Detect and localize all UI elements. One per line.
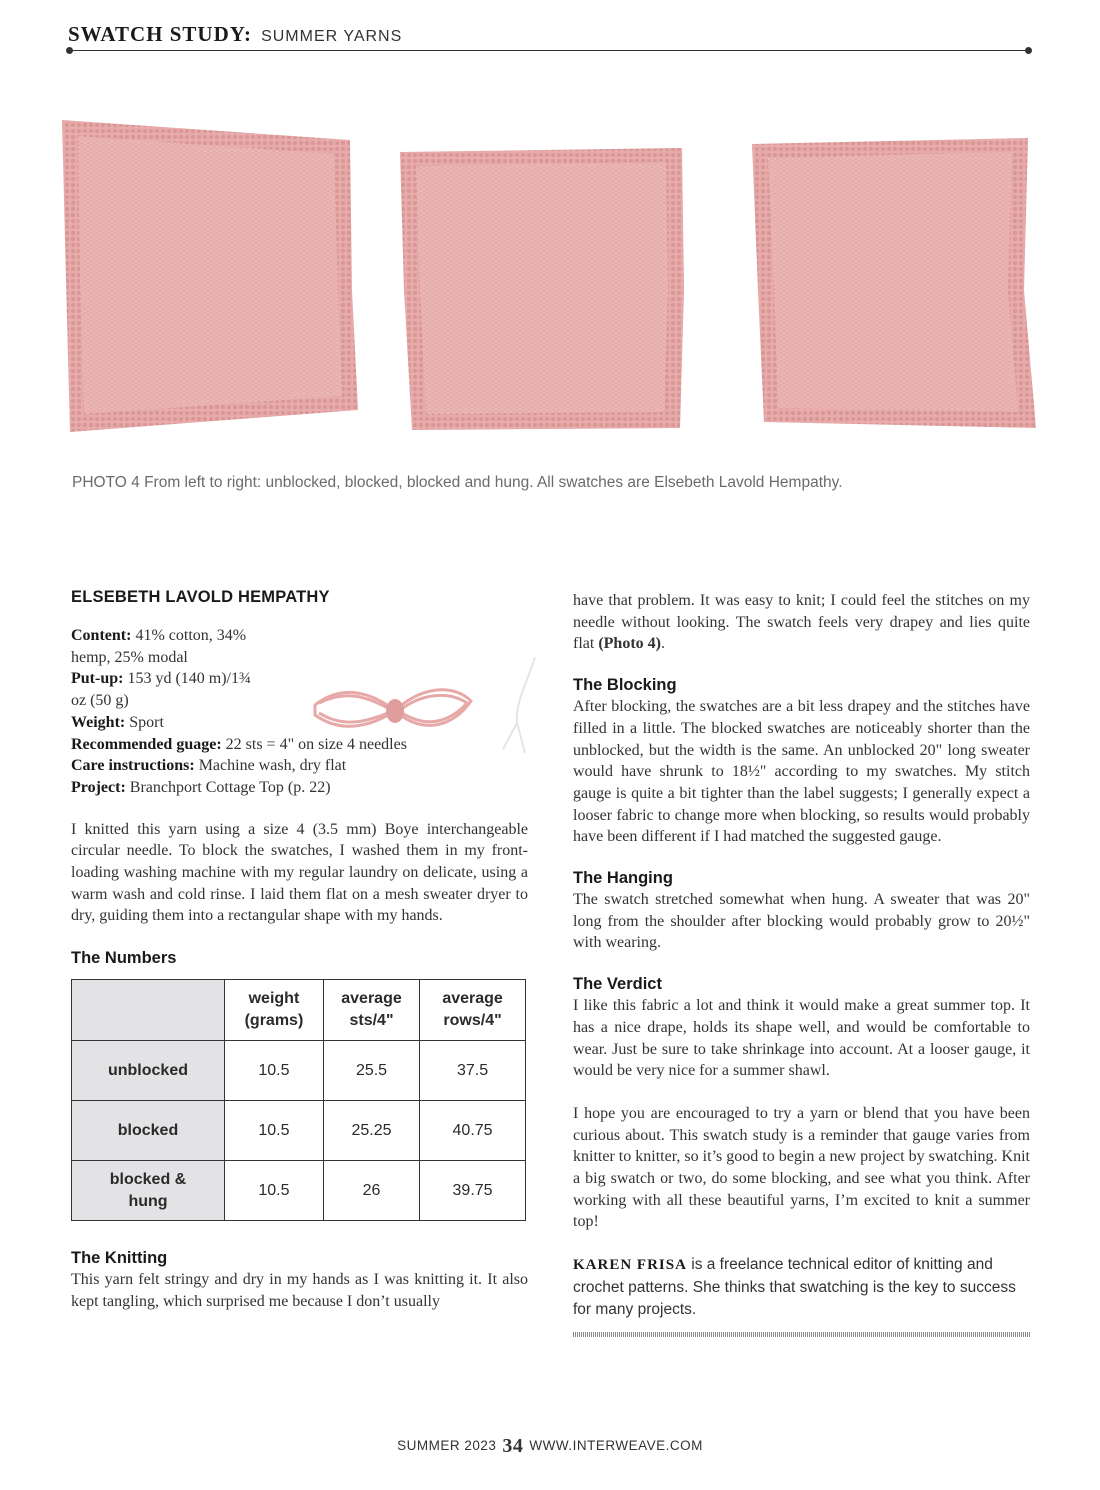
photo-caption: PHOTO 4 From left to right: unblocked, blocked, blocked and hung. All swatches are Elsebeth Lavold Hempathy. bbox=[72, 474, 843, 491]
spec-line: oz (50 g) bbox=[71, 692, 129, 710]
hanging-heading: The Hanging bbox=[573, 869, 673, 888]
cell-weight: 10.5 bbox=[225, 1041, 324, 1101]
hanging-paragraph: The swatch stretched somewhat when hung. A sweater that was 20" long from the shoulder after blocking would probably grow to 20½" with wearing. bbox=[573, 891, 1030, 952]
blocking-paragraph: After blocking, the swatches are a bit less drapey and the stitches have filled in a little. The blocked swatches are noticeably shorter than the unblocked, but the width is the same. An unblocked 20" long sweater would have shrunk to 18½" according to my swatches. My stitch gauge is quite a bit tighter than the label suggests; I generally expect a looser fabric to change more when blocking, so results would probably have been different if I had matched the suggested gauge. bbox=[573, 698, 1030, 846]
yarn-specs bbox=[71, 625, 528, 799]
row-label: blocked & hung bbox=[72, 1161, 225, 1221]
left-column bbox=[71, 588, 528, 1313]
knitting-heading: The Knitting bbox=[71, 1249, 168, 1268]
spec-line: Weight: Sport bbox=[71, 713, 164, 731]
numbers-table bbox=[71, 979, 526, 1221]
cell-weight: 10.5 bbox=[225, 1101, 324, 1161]
col-header-weight: weight (grams) bbox=[225, 980, 324, 1041]
cell-rows: 40.75 bbox=[420, 1101, 526, 1161]
yarn-skein-image bbox=[303, 653, 543, 763]
spec-line: hemp, 25% modal bbox=[71, 648, 188, 666]
table-corner bbox=[72, 980, 225, 1041]
swatch-photo-strip bbox=[52, 110, 1047, 450]
end-rule bbox=[573, 1332, 1030, 1337]
verdict-paragraph: I like this fabric a lot and think it would make a great summer top. It has a nice drape, holds its shape well, and would be comfortable to wear. Just be sure to take shrinkage into account. At a looser gauge, it would be very nice for a summer shawl. bbox=[573, 997, 1030, 1080]
page-footer bbox=[0, 1435, 1100, 1458]
table-header-row bbox=[72, 980, 526, 1041]
photo-reference: (Photo 4) bbox=[598, 635, 661, 653]
intro-paragraph: I knitted this yarn using a size 4 (3.5 mm) Boye interchangeable circular needle. To block the swatches, I washed them in my front-loading washing machine with my regular laundry on delicate, using a warm wash and cold rinse. I laid them flat on a mesh sweater dryer to dry, guiding them into a rectangular shape with my hands. bbox=[71, 820, 528, 925]
header-subtitle: SUMMER YARNS bbox=[261, 28, 403, 45]
author-name: KAREN FRISA bbox=[573, 1257, 687, 1274]
knitting-paragraph-end: have that problem. It was easy to knit; I could feel the stitches on my needle without looking. The swatch feels very drapey and lies quite flat (Photo 4). bbox=[573, 592, 1030, 653]
spec-line: Put-up: 153 yd (140 m)/1¾ bbox=[71, 670, 251, 688]
spec-line: Care instructions: Machine wash, dry flat bbox=[71, 757, 347, 775]
numbers-heading: The Numbers bbox=[71, 949, 177, 968]
col-header-sts: average sts/4" bbox=[323, 980, 419, 1041]
swatch-unblocked bbox=[62, 120, 358, 432]
row-label: blocked bbox=[72, 1101, 225, 1161]
spec-line: Recommended guage: 22 sts = 4" on size 4 needles bbox=[71, 735, 407, 753]
blocking-heading: The Blocking bbox=[573, 676, 677, 695]
spec-line: Project: Branchport Cottage Top (p. 22) bbox=[71, 778, 331, 796]
cell-rows: 37.5 bbox=[420, 1041, 526, 1101]
verdict-heading: The Verdict bbox=[573, 975, 662, 994]
col-header-rows: average rows/4" bbox=[420, 980, 526, 1041]
yarn-title: ELSEBETH LAVOLD HEMPATHY bbox=[71, 588, 330, 606]
page-header bbox=[68, 22, 1030, 47]
page-number: 34 bbox=[502, 1435, 524, 1457]
swatch-blocked-and-hung bbox=[752, 138, 1036, 428]
footer-issue: SUMMER 2023 bbox=[397, 1438, 497, 1453]
table-row bbox=[72, 1101, 526, 1161]
rule-dot-right bbox=[1025, 47, 1032, 54]
cell-sts: 25.25 bbox=[323, 1101, 419, 1161]
swatch-blocked bbox=[400, 148, 684, 430]
footer-url: WWW.INTERWEAVE.COM bbox=[529, 1438, 703, 1453]
row-label: unblocked bbox=[72, 1041, 225, 1101]
rule-dot-left bbox=[66, 47, 73, 54]
cell-sts: 26 bbox=[323, 1161, 419, 1221]
right-column bbox=[573, 590, 1030, 1337]
header-title: SWATCH STUDY: bbox=[68, 22, 252, 46]
table-row bbox=[72, 1161, 526, 1221]
cell-weight: 10.5 bbox=[225, 1161, 324, 1221]
header-rule bbox=[68, 50, 1030, 51]
cell-rows: 39.75 bbox=[420, 1161, 526, 1221]
spec-line: Content: 41% cotton, 34% bbox=[71, 627, 247, 644]
closing-paragraph: I hope you are encouraged to try a yarn or blend that you have been curious about. This swatch study is a reminder that gauge varies from knitter to knitter, so it’s good to begin a new project by swatching. Knit a big swatch or two, do some blocking, and see what you think. After working with all these beautiful yarns, I’m excited to knit a summer top! bbox=[573, 1104, 1030, 1231]
knitting-paragraph-start: This yarn felt stringy and dry in my hands as I was knitting it. It also kept tangling, which surprised me because I don’t usually bbox=[71, 1271, 528, 1310]
cell-sts: 25.5 bbox=[323, 1041, 419, 1101]
author-bio: KAREN FRISA is a freelance technical editor of knitting and crochet patterns. She thinks that swatching is the key to success for many projects. bbox=[573, 1256, 1016, 1318]
table-row bbox=[72, 1041, 526, 1101]
